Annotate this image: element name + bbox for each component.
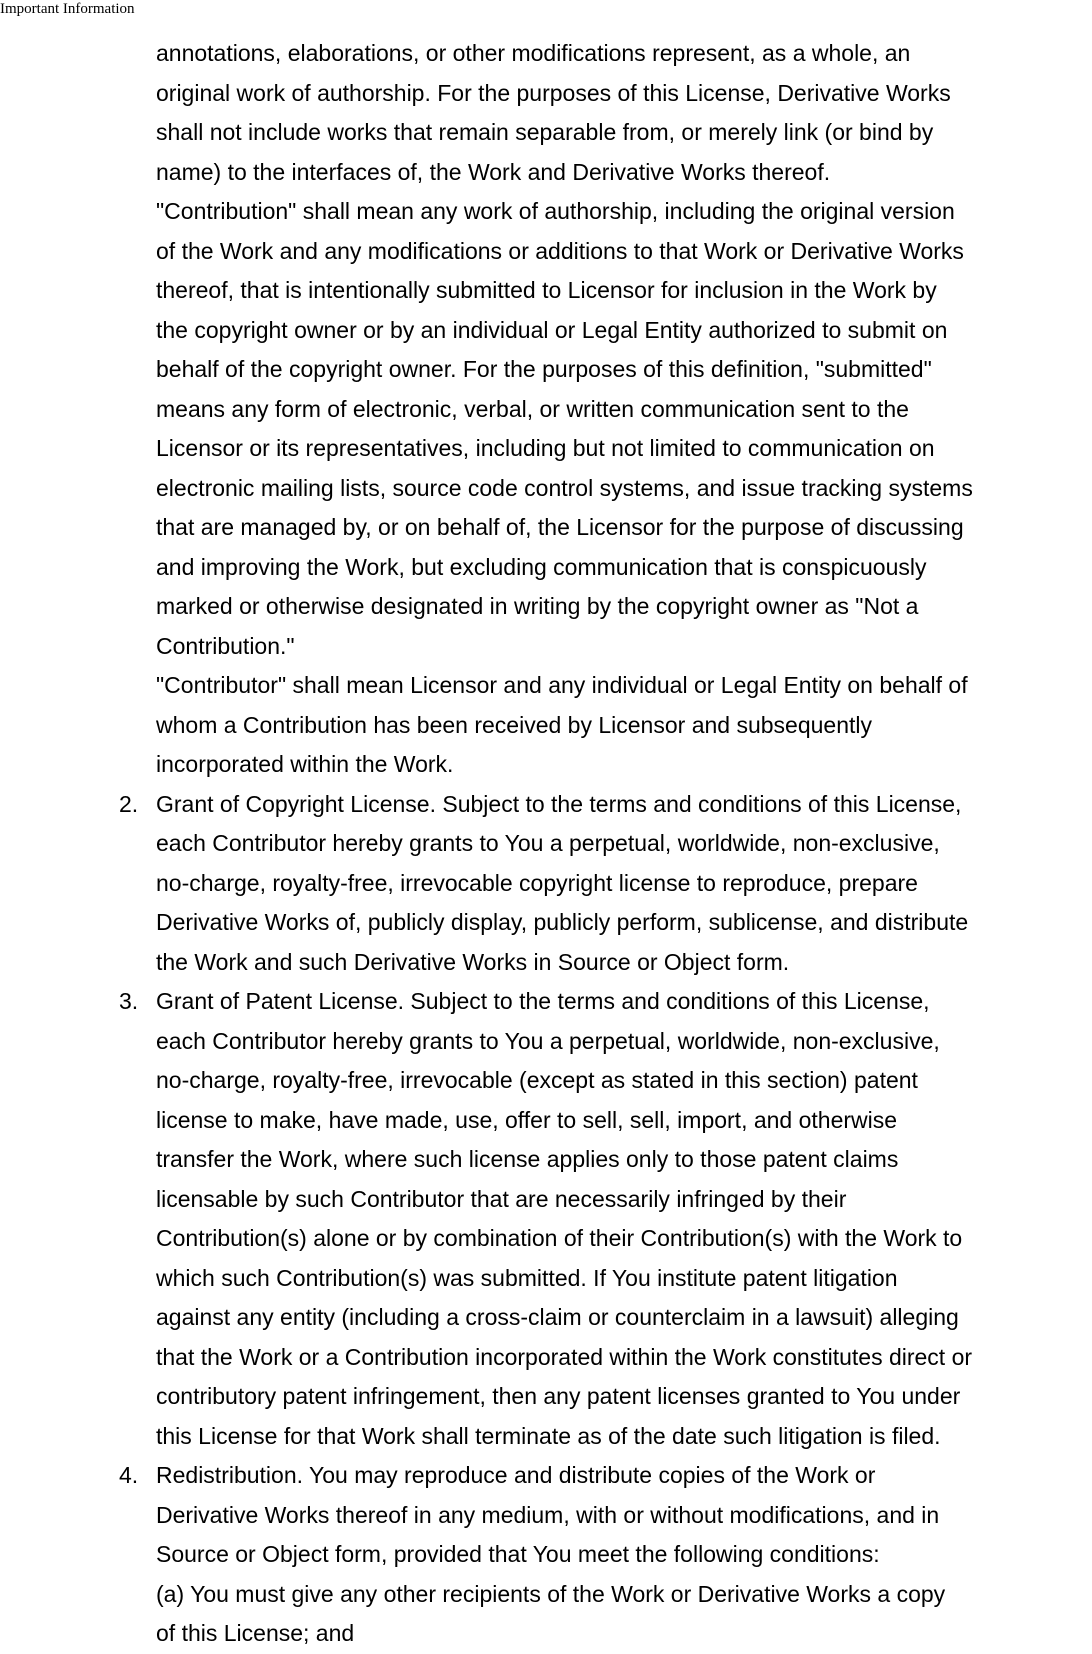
text-line: incorporated within the Work. <box>156 751 454 777</box>
text-line: no-charge, royalty-free, irrevocable (except as stated in this section) patent <box>156 1067 918 1093</box>
text-line: Licensor or its representatives, including but not limited to communication on <box>156 435 935 461</box>
text-line: of the Work and any modifications or additions to that Work or Derivative Works <box>156 237 964 264</box>
derivative-works-paragraph-end <box>156 34 1092 192</box>
text-line: and improving the Work, but excluding communication that is conspicuously <box>156 553 927 580</box>
text-line: this License for that Work shall terminate as of the date such litigation is filed. <box>156 1422 941 1449</box>
list-item-number: 4. <box>119 1462 139 1488</box>
text-line: shall not include works that remain separable from, or merely link (or bind by <box>156 119 934 145</box>
redistribution-condition-a-line: (a) You must give any other recipients of the Work or Derivative Works a copy <box>156 1580 946 1607</box>
text-line: Grant of Copyright License. Subject to the terms and conditions of this License, <box>156 790 962 817</box>
text-line: "Contribution" shall mean any work of authorship, including the original version <box>156 198 955 224</box>
text-line: the Work and such Derivative Works in Source or Object form. <box>156 948 790 975</box>
text-line: behalf of the copyright owner. For the purposes of this definition, "submitted" <box>156 356 932 382</box>
contributor-definition-paragraph <box>156 666 1092 785</box>
text-line: Redistribution. You may reproduce and distribute copies of the Work or <box>156 1462 876 1488</box>
text-line: transfer the Work, where such license applies only to those patent claims <box>156 1146 899 1172</box>
list-item-grant-of-patent-license <box>119 982 1092 1456</box>
text-line: Contribution." <box>156 632 295 659</box>
text-line: license to make, have made, use, offer to sell, sell, import, and otherwise <box>156 1106 898 1133</box>
text-line: marked or otherwise designated in writing by the copyright owner as "Not a <box>156 593 919 619</box>
text-line: against any entity (including a cross-claim or counterclaim in a lawsuit) alleging <box>156 1304 959 1330</box>
text-line: which such Contribution(s) was submitted. If You institute patent litigation <box>156 1264 898 1291</box>
text-line: that the Work or a Contribution incorporated within the Work constitutes direct or <box>156 1343 973 1370</box>
text-line: thereof, that is intentionally submitted to Licensor for inclusion in the Work by <box>156 277 937 303</box>
text-line: Contribution(s) alone or by combination of their Contribution(s) with the Work to <box>156 1225 963 1251</box>
text-line: Derivative Works thereof in any medium, with or without modifications, and in <box>156 1501 940 1528</box>
text-line: no-charge, royalty-free, irrevocable copyright license to reproduce, prepare <box>156 869 918 896</box>
license-document <box>0 34 1092 1654</box>
list-item-grant-of-copyright-license <box>119 785 1092 983</box>
text-line: name) to the interfaces of, the Work and Derivative Works thereof. <box>156 158 831 185</box>
page-header-title: Important Information <box>0 1 135 17</box>
text-line: "Contributor" shall mean Licensor and any individual or Legal Entity on behalf of <box>156 672 968 698</box>
text-line: the copyright owner or by an individual or Legal Entity authorized to submit on <box>156 316 948 343</box>
text-line: contributory patent infringement, then any patent licenses granted to You under <box>156 1383 961 1409</box>
text-line: Grant of Patent License. Subject to the terms and conditions of this License, <box>156 988 930 1014</box>
text-line: annotations, elaborations, or other modifications represent, as a whole, an <box>156 40 911 66</box>
text-line: original work of authorship. For the purposes of this License, Derivative Works <box>156 79 951 106</box>
text-line: means any form of electronic, verbal, or written communication sent to the <box>156 395 909 422</box>
text-line: that are managed by, or on behalf of, the Licensor for the purpose of discussing <box>156 514 964 540</box>
text-line: each Contributor hereby grants to You a perpetual, worldwide, non-exclusive, <box>156 1027 940 1054</box>
text-line: whom a Contribution has been received by Licensor and subsequently <box>156 711 872 738</box>
text-line: Derivative Works of, publicly display, publicly perform, sublicense, and distribute <box>156 909 969 935</box>
text-line: licensable by such Contributor that are necessarily infringed by their <box>156 1185 847 1212</box>
list-item-redistribution <box>119 1456 1092 1654</box>
list-item-number: 3. <box>119 988 139 1014</box>
contribution-definition-paragraph <box>156 192 1092 666</box>
text-line: each Contributor hereby grants to You a perpetual, worldwide, non-exclusive, <box>156 830 940 856</box>
list-item-number: 2. <box>119 790 139 817</box>
text-line: Source or Object form, provided that You meet the following conditions: <box>156 1541 880 1567</box>
text-line: electronic mailing lists, source code control systems, and issue tracking systems <box>156 474 973 501</box>
redistribution-condition-a-line: of this License; and <box>156 1620 355 1646</box>
